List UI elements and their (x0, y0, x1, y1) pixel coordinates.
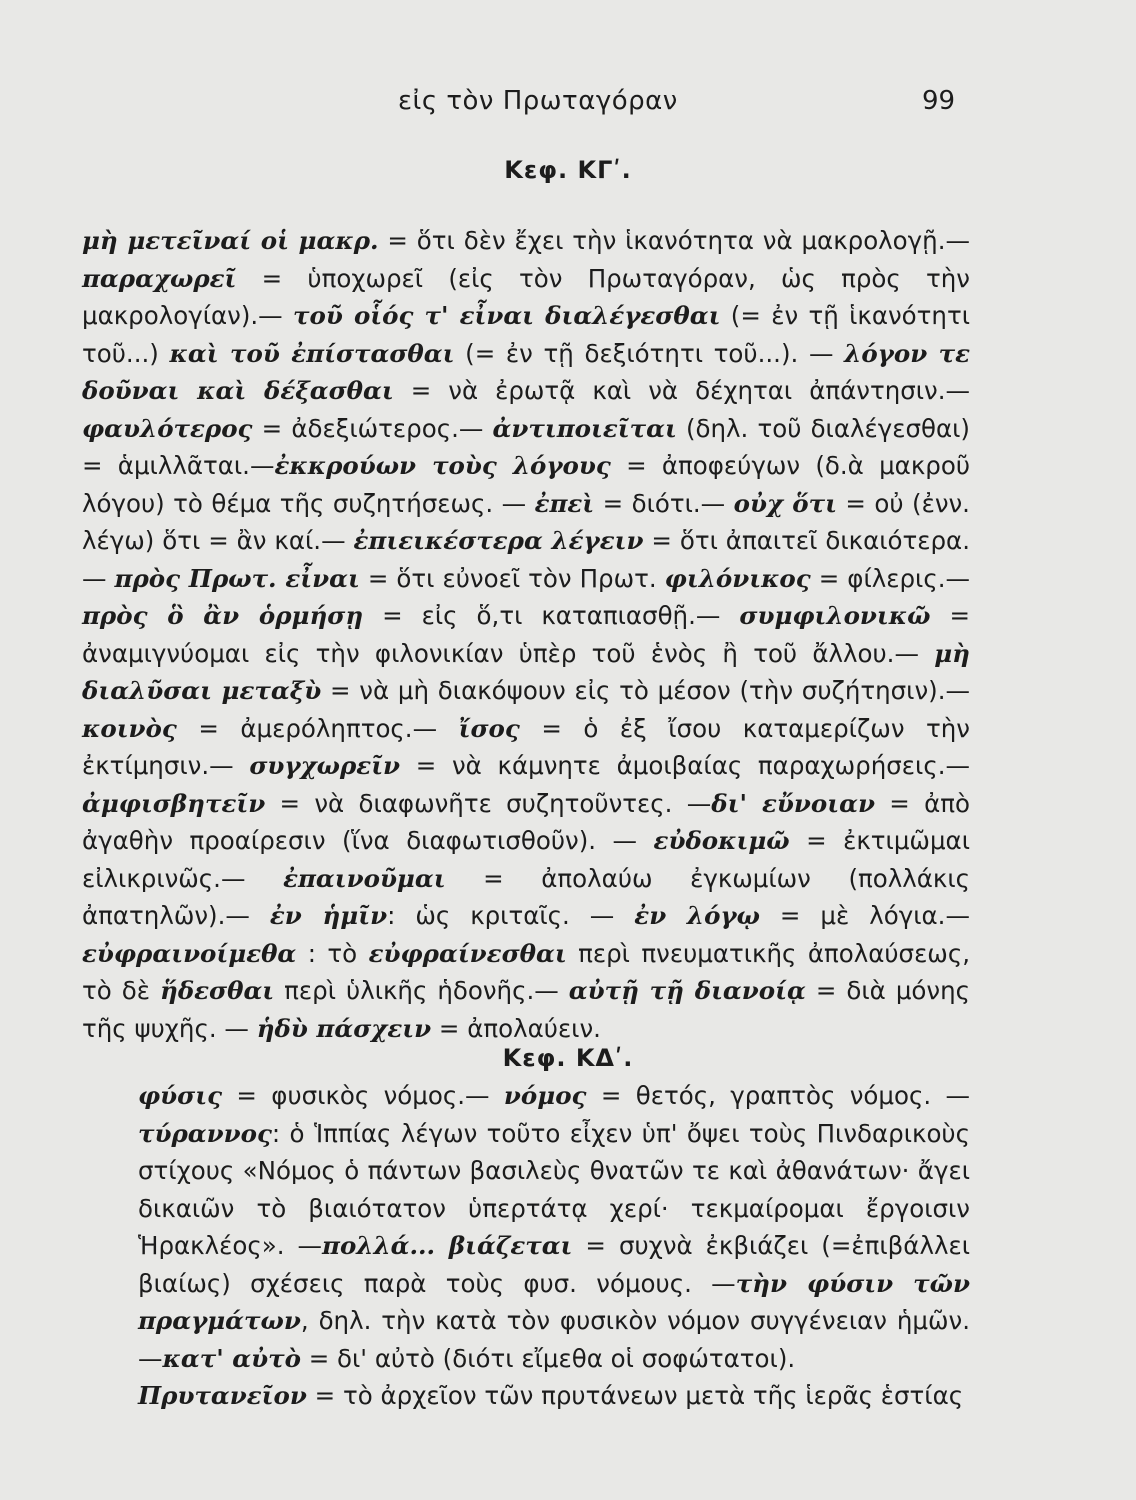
gloss-text: = ἀμερόληπτος.— (176, 713, 459, 743)
lemma-term: ἐν ἡμῖν (269, 901, 388, 930)
chapter-heading: Κεφ. ΚΓʹ. (504, 156, 632, 184)
gloss-text: = ἀπολαύειν. (431, 1013, 601, 1043)
gloss-text: = ἀποφεύγων (δ.ὰ μακροῦ λόγου) τὸ θέμα τῆς συζητήσεως. — (82, 451, 970, 518)
lemma-term: κατ' αὐτὸ (162, 1343, 301, 1373)
gloss-text: = ἐκτιμῶμαι εἰλικρινῶς.— (82, 826, 970, 893)
gloss-text: = ἀδεξιώτερος.— (252, 413, 493, 443)
gloss-text: = νὰ διαφωνῆτε συζητοῦντες. — (265, 788, 712, 818)
lemma-term: πολλά... βιάζεται (322, 1231, 573, 1260)
paragraph (82, 1377, 970, 1415)
gloss-text: : τὸ (296, 938, 369, 968)
lemma-term: εὐφραινοίμεθα (82, 938, 297, 968)
lemma-term: δι' εὔνοιαν (711, 788, 875, 818)
lemma-term: πρὸς ὃ ἂν ὁρμήσῃ (82, 601, 364, 630)
gloss-text: = φυσικὸς νόμος.— (222, 1081, 504, 1110)
lemma-term: τύραννος (138, 1118, 272, 1148)
gloss-text: = ὅτι δὲν ἔχει τὴν ἱκανότητα νὰ μακρολογῇ.— (378, 226, 970, 255)
gloss-text: = νὰ ἐρωτᾷ καὶ νὰ δέχηται ἀπάντησιν.— (393, 376, 971, 405)
lemma-term: εὐφραίνεσθαι (368, 938, 567, 968)
lemma-term: ἐν λόγῳ (634, 901, 760, 930)
lemma-term: μὴ μετεῖναί οἱ μακρ. (82, 226, 379, 255)
gloss-text: = ὅτι εὐνοεῖ τὸν Πρωτ. (359, 563, 665, 593)
gloss-text: = συχνὰ ἐκβιάζει (=ἐπιβάλλει βιαίως) σχέσεις παρὰ τοὺς φυσ. νόμους. — (138, 1231, 970, 1298)
gloss-text: = νὰ κάμνητε ἀμοιβαίας παραχωρήσεις.— (400, 751, 970, 780)
gloss-text: : ὁ Ἱππίας λέγων τοῦτο εἶχεν ὑπ' ὄψει τοὺς Πινδαρικοὺς στίχους «Νόμος ὁ πάντων βασιλεὺς θνατῶν τε καὶ ἀθανάτων· ἄγει δικαιῶν τὸ βιαιότατον ὑπερτάτᾳ χερί· τεκμαίρομαι ἔργοισιν Ἡρακλέος». — (138, 1118, 970, 1260)
gloss-text: = φίλερις.— (810, 563, 970, 593)
lemma-term: λόγον τε δοῦναι καὶ δέξασθαι (82, 338, 970, 405)
gloss-text: (= ἐν τῇ ἱκανότητι τοῦ...) (82, 301, 970, 368)
gloss-text: = ὅτι ἀπαιτεῖ δικαιότερα.— (82, 526, 970, 593)
gloss-text: = ὑποχωρεῖ (εἰς τὸν Πρωταγόραν, ὡς πρὸς τὴν μακρολογίαν).— (82, 263, 970, 330)
gloss-text: περὶ πνευματικῆς ἀπολαύσεως, τὸ δὲ (82, 938, 970, 1005)
lemma-term: αὐτῇ τῇ διανοίᾳ (568, 976, 806, 1005)
gloss-text: = νὰ μὴ διακόψουν εἰς τὸ μέσον (τὴν συζήτησιν).— (321, 676, 970, 705)
lemma-term: νόμος (503, 1081, 587, 1110)
lemma-term: οὐχ ὅτι (733, 488, 837, 518)
lemma-term: ἡδὺ πάσχειν (256, 1013, 432, 1043)
lemma-term: ἐπαινοῦμαι (283, 863, 446, 893)
lemma-term: συγχωρεῖν (249, 751, 401, 780)
gloss-text: περὶ ὑλικῆς ἡδονῆς.— (274, 976, 569, 1005)
lemma-term: παραχωρεῖ (82, 263, 237, 293)
gloss-text: = ὁ ἐξ ἴσου καταμερίζων τὴν ἐκτίμησιν.— (82, 713, 970, 780)
paragraph (82, 222, 970, 1047)
paragraph (82, 1077, 970, 1377)
lemma-term: Πρυτανεῖον (138, 1381, 307, 1410)
gloss-text: = θετός, γραπτὸς νόμος. — (586, 1081, 970, 1110)
gloss-text: = ἀπολαύω ἐγκωμίων (πολλάκις ἀπατηλῶν).— (82, 863, 970, 930)
gloss-text: = δι' αὐτὸ (διότι εἴμεθα οἱ σοφώτατοι). (300, 1343, 796, 1373)
lemma-term: ἀμφισβητεῖν (82, 788, 266, 818)
lemma-term: ἐπιεικέστερα λέγειν (353, 526, 644, 555)
chapter-heading: Κεφ. ΚΔʹ. (502, 1044, 634, 1072)
running-title: εἰς τὸν Πρωταγόραν (398, 86, 678, 116)
gloss-text: , δηλ. τὴν κατὰ τὸν φυσικὸν νόμον συγγένειαν ἡμῶν. — (138, 1306, 970, 1373)
page-header (0, 86, 1136, 126)
gloss-text: = διὰ μόνης τῆς ψυχῆς. — (82, 976, 970, 1043)
gloss-text: = ἀπὸ ἀγαθὴν προαίρεσιν (ἵνα διαφωτισθοῦν). — (82, 788, 971, 855)
commentary-block (82, 1077, 970, 1415)
gloss-text: : ὡς κριταῖς. — (387, 901, 635, 930)
commentary-block (82, 222, 970, 1047)
lemma-term: ἀντιποιεῖται (492, 413, 677, 443)
lemma-term: φύσις (138, 1081, 223, 1110)
gloss-text: = εἰς ὅ,τι καταπιασθῇ.— (363, 601, 740, 630)
gloss-text: = τὸ ἀρχεῖον τῶν πρυτάνεων μετὰ τῆς ἱερᾶς ἑστίας (306, 1381, 964, 1410)
lemma-term: ἥδεσθαι (160, 976, 275, 1005)
lemma-term: πρὸς Πρωτ. εἶναι (114, 563, 360, 593)
gloss-text: = μὲ λόγια.— (759, 901, 970, 930)
lemma-term: καὶ τοῦ ἐπίστασθαι (169, 338, 455, 368)
lemma-term: φιλόνικος (664, 563, 811, 593)
lemma-term: μὴ διαλῦσαι μεταξὺ (82, 638, 970, 705)
lemma-term: ἐπεὶ (534, 488, 595, 518)
gloss-text: = ἀναμιγνύομαι εἰς τὴν φιλονικίαν ὑπὲρ τοῦ ἑνὸς ἢ τοῦ ἄλλου.— (82, 601, 970, 668)
gloss-text: (δηλ. τοῦ διαλέγεσθαι) = ἁμιλλᾶται.— (82, 413, 970, 480)
lemma-term: ἴσος (458, 713, 520, 743)
lemma-term: τὴν φύσιν τῶν πραγμάτων (138, 1268, 970, 1335)
page-number: 99 (922, 86, 956, 116)
gloss-text: = διότι.— (594, 488, 734, 518)
gloss-text: (= ἐν τῇ δεξιότητι τοῦ...). — (454, 338, 845, 368)
lemma-term: τοῦ οἷός τ' εἶναι διαλέγεσθαι (293, 301, 721, 330)
lemma-term: εὐδοκιμῶ (653, 826, 790, 855)
lemma-term: συμφιλονικῶ (739, 601, 931, 630)
lemma-term: φαυλότερος (82, 413, 253, 443)
lemma-term: ἐκκρούων τοὺς λόγους (274, 451, 611, 480)
lemma-term: κοινὸς (82, 713, 177, 743)
gloss-text: = οὐ (ἐνν. λέγω) ὅτι = ἂν καί.— (82, 488, 970, 555)
